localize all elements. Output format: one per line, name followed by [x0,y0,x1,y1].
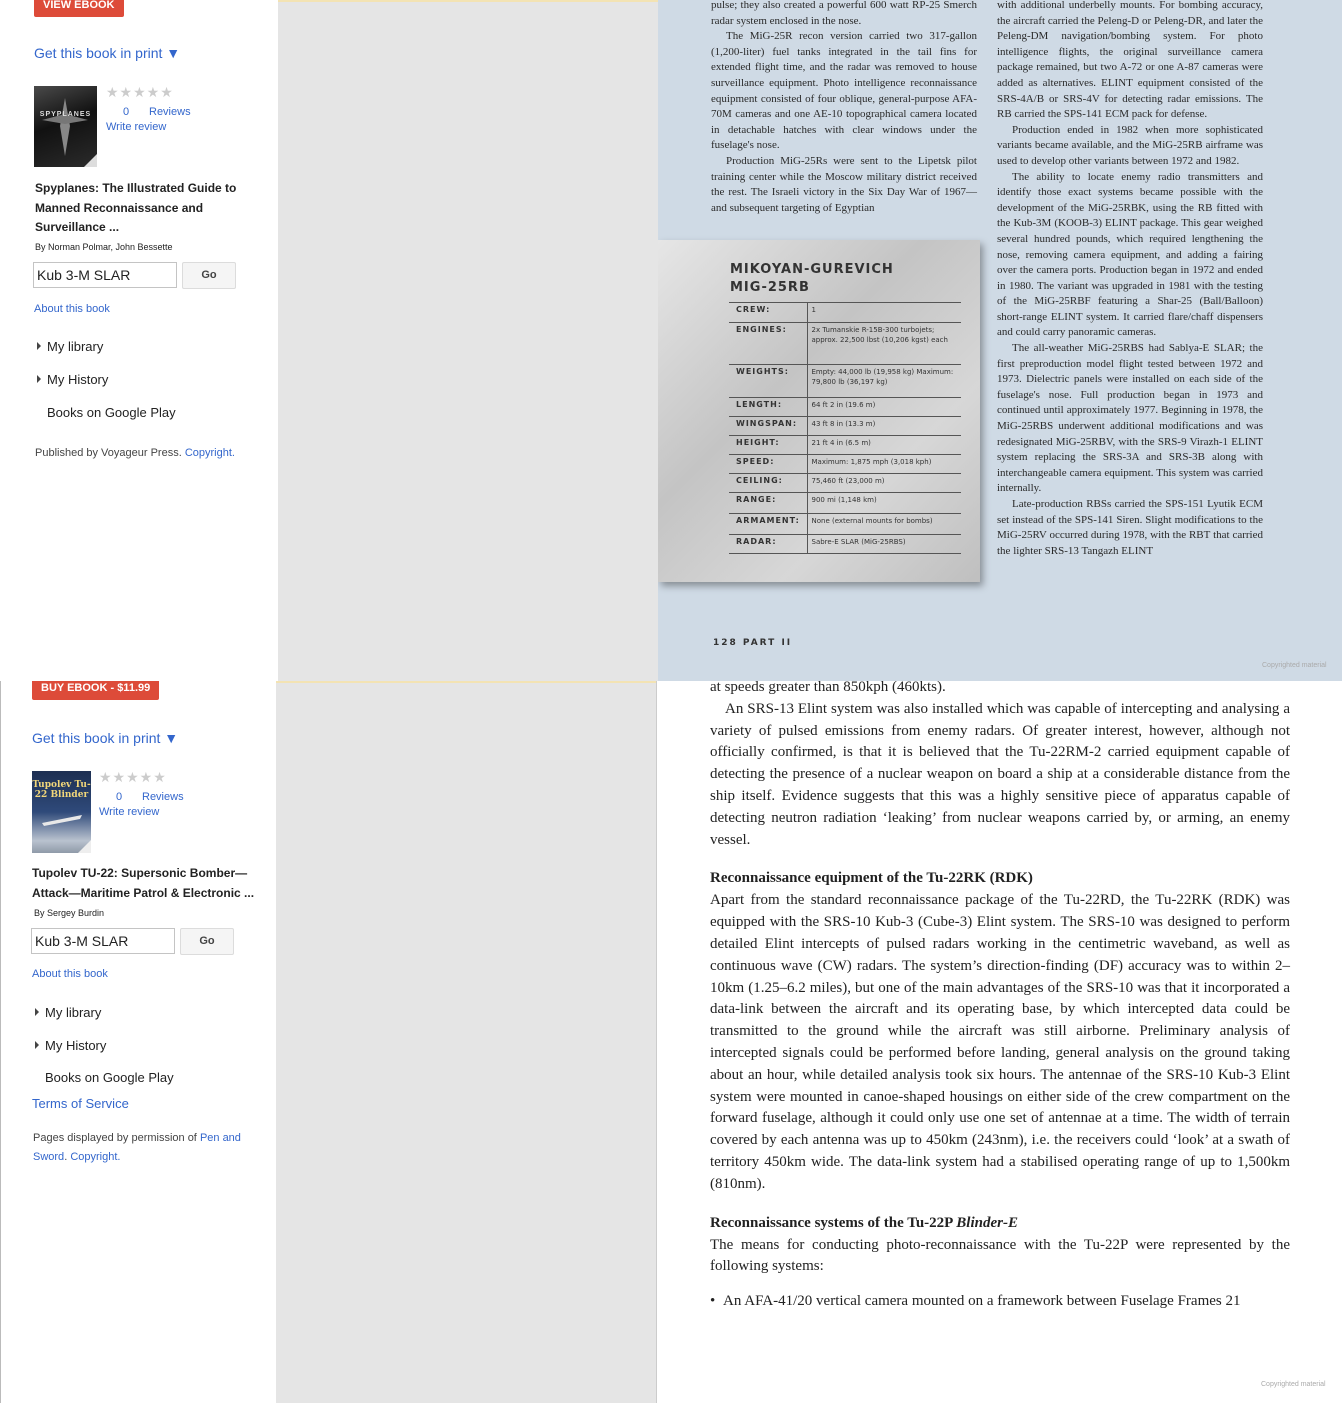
my-history-expand-icon[interactable] [37,375,41,383]
page-text [710,681,1290,1313]
buy-ebook-button[interactable]: BUY EBOOK - $11.99 [32,681,159,700]
spec-row [729,514,961,535]
spec-title-line: MIG-25RB [730,280,810,295]
cover-art-icon [34,86,97,167]
book-page-128 [658,0,1342,681]
about-this-book-link[interactable]: About this book [32,968,108,980]
spec-key: ARMAMENT: [729,514,807,535]
get-book-in-print-link[interactable]: Get this book in print ▼ [32,730,179,746]
spec-value: 1 [807,303,961,323]
write-review-link[interactable]: Write review [99,806,160,818]
spec-row [729,417,961,436]
book-author: By Norman Polmar, John Bessette [35,242,173,252]
list-item-text: An AFA-41/20 vertical camera mounted on a framework between Fuselage Frames 21 [723,1293,1241,1310]
reviews-link[interactable]: Reviews [149,106,191,118]
page-paragraph: The means for conducting photo-reconnaissance with the Tu-22P were represented by the following systems: [710,1236,1290,1275]
page-paragraph: at speeds greater than 850kph (460kts). [710,681,946,695]
write-review-link[interactable]: Write review [106,121,167,133]
copyrighted-material-mark: Copyrighted material [1262,662,1327,669]
spec-row [729,436,961,455]
spec-key: LENGTH: [729,398,807,417]
spec-key: SPEED: [729,455,807,474]
copyright-link[interactable]: Copyright. [70,1151,121,1163]
spec-value: 64 ft 2 in (19.6 m) [807,398,961,417]
my-history-link[interactable]: My History [47,372,109,387]
screenshot-bottom [0,681,1342,1403]
pages-displayed-text: Pages displayed by permission of [33,1132,197,1144]
my-history-link[interactable]: My History [45,1038,107,1053]
rating-stars[interactable]: ★★★★★ [106,84,174,100]
bullet-icon: • [710,1293,716,1310]
page-paragraph: with additional underbelly mounts. For bombing accuracy, the aircraft carried the Peleng-D or Peleng-DR, and later the Peleng-DM navigation/bombing system. For photo intelligence flights, the original surveillance camera package remained, but two A-72 or one A-87 cameras were added as alternatives. ELINT equipment consisted of the SRS-4A/B or SRS-4V for detecting radar emissions. The RB carried the SPS-141 ECM pack for defense. [997,0,1263,121]
search-go-button[interactable]: Go [180,928,234,955]
book-cover[interactable] [32,771,91,853]
spec-value: 21 ft 4 in (6.5 m) [807,436,961,455]
page-footer: 128 PART II [713,638,793,648]
cover-aircraft-icon [32,771,91,853]
left-text-column [711,0,977,216]
book-page [656,681,1342,1403]
books-on-google-play-link[interactable]: Books on Google Play [45,1070,174,1085]
spec-key: CEILING: [729,474,807,493]
book-cover[interactable] [34,86,97,167]
search-in-book-input[interactable] [31,928,175,954]
list-item [710,1291,1290,1313]
spec-key: HEIGHT: [729,436,807,455]
page-paragraph: An SRS-13 Elint system was also installed which was capable of intercepting and analysing a variety of pulsed emissions from enemy radars. Of greater interest, however, although not officially confirmed, is that it is believed that the Tu-22RM-2 carried equipment capable of detecting the presence of a nuclear weapon on board a ship at a considerable distance from the ship itself. Evidence suggests that this was a highly sensitive piece of apparatus capable of detecting neutron radiation ‘leaking’ from nuclear weapons carried by, or arming, an enemy vessel. [710,700,1290,848]
my-history-expand-icon[interactable] [35,1041,39,1049]
heading-italic: Blinder-E [956,1214,1018,1231]
section-heading [710,1211,1290,1235]
book-author: By Sergey Burdin [34,908,105,918]
spec-row [729,493,961,514]
my-library-expand-icon[interactable] [35,1008,39,1016]
publisher-note [35,444,235,463]
page-paragraph: The MiG-25R recon version carried two 317-gallon (1,200-liter) fuel tanks integrated in the tail fins for extended flight time, and the radar was removed to house surveillance equipment. Photo intelligence reconnaissance equipment consisted of four oblique, general-purpose AFA-70M cameras and one AE-10 topographical camera located in detachable hatches with clear windows under the fuselage's nose. [711,30,977,152]
book-title: Spyplanes: The Illustrated Guide to Manned Reconnaissance and Surveillance ... [35,181,237,234]
right-text-column [997,0,1263,559]
view-ebook-button[interactable]: VIEW EBOOK [34,0,124,17]
systems-list [710,1291,1290,1313]
page-paragraph: pulse; they also created a powerful 600 watt RP-25 Smerch radar system enclosed in the nose. [711,0,977,27]
book-sidebar [1,681,276,1403]
terms-of-service-link[interactable]: Terms of Service [32,1096,129,1111]
page-paragraph: Production MiG-25Rs were sent to the Lipetsk pilot training center while the Moscow military district received the rest. The Israeli victory in the Six Day War of 1967—and subsequent targeting of Egyptian [711,154,977,214]
spec-row [729,323,961,365]
spec-key: RADAR: [729,535,807,554]
books-on-google-play-link[interactable]: Books on Google Play [47,405,176,420]
search-go-button[interactable]: Go [182,262,236,289]
aircraft-spec-box [658,240,980,582]
spec-key: ENGINES: [729,323,807,365]
get-book-in-print-link[interactable]: Get this book in print ▼ [34,45,181,61]
spec-row [729,455,961,474]
spec-value: Maximum: 1,875 mph (3,018 kph) [807,455,961,474]
book-title: Tupolev TU-22: Supersonic Bomber—Attack—Maritime Patrol & Electronic ... [32,866,255,900]
reviews-count[interactable]: 0 [123,106,130,118]
spec-value: 75,460 ft (23,000 m) [807,474,961,493]
spec-value: 900 mi (1,148 km) [807,493,961,514]
spec-value: 2x Tumanskie R-15B-300 turbojets; approx. 22,500 lbst (10,206 kgst) each [807,323,961,365]
about-this-book-link[interactable]: About this book [34,303,110,315]
cover-title: Tupolev Tu-22 Blinder [32,780,91,800]
publisher-link[interactable]: Pen and Sword [33,1132,241,1163]
book-sidebar [0,0,278,681]
cover-title: SPYPLANES [39,111,92,118]
spec-title-line: MIKOYAN-GUREVICH [730,262,894,277]
section-heading: Reconnaissance equipment of the Tu-22RK (RDK) [710,870,1033,887]
my-library-expand-icon[interactable] [37,342,41,350]
spec-table [729,302,961,554]
spec-key: WINGSPAN: [729,417,807,436]
screenshot-top [0,0,1342,681]
page-viewer[interactable] [276,681,1342,1403]
reviews-count[interactable]: 0 [116,791,123,803]
spec-key: RANGE: [729,493,807,514]
spec-row [729,535,961,554]
copyright-link[interactable]: Copyright. [184,447,235,459]
published-by-text: Published by Voyageur Press. [35,447,182,459]
spec-value: Sabre-E SLAR (MiG-25RBS) [807,535,961,554]
spec-key: WEIGHTS: [729,365,807,398]
heading-text: Reconnaissance systems of the Tu-22P [710,1214,953,1231]
page-paragraph: Production ended in 1982 when more sophisticated variants became available, and the MiG-25RB airframe was used to develop other variants between 1972 and 1982. [997,123,1263,167]
my-library-link[interactable]: My library [45,1005,102,1020]
spec-key: CREW: [729,303,807,323]
spec-row [729,474,961,493]
permission-note: Pages displayed by permission of Pen and Sword. Copyright. [33,1132,241,1163]
my-library-link[interactable]: My library [47,339,104,354]
page-paragraph: The all-weather MiG-25RBS had Sablya-E SLAR; the first preproduction model flight tested between 1972 and 1973. Dielectric panels were installed on each side of the fuselage's nose. Full production began in 1973 and continued until approximately 1977. Beginning in 1978, the MiG-25RBS underwent additional modifications and was redesignated MiG-25RBV, with the SRS-9 Virazh-1 ELINT system replacing the SRS-3A and SRS-3B along with interchangeable camera equipment. This system was carried internally. [997,342,1263,495]
spec-row [729,398,961,417]
spec-row [729,303,961,323]
rating-stars[interactable]: ★★★★★ [99,769,167,785]
spec-box-title [730,261,894,297]
page-paragraph: The ability to locate enemy radio transmitters and identify those exact systems became possible with the development of the MiG-25RBK, using the RB fitted with the Kub-3M (KOOB-3) ELINT package. This gear weighed several hundred pounds, which required lengthening the nose, removing camera equipment, and adding a fairing over the camera ports. Production began in 1972 and ended in 1980. The variant was upgraded in 1981 with the testing of the MiG-25RBF featuring a Shar-25 (Ball/Balloon) short-range ELINT system. It carried flare/chaff dispensers and could carry panoramic cameras. [997,170,1263,339]
reviews-link[interactable]: Reviews [142,791,184,803]
spec-value: None (external mounts for bombs) [807,514,961,535]
copyrighted-material-mark: Copyrighted material [1261,1381,1326,1388]
page-paragraph: Late-production RBSs carried the SPS-151 Lyutik ECM set instead of the SPS-141 Siren. Slight modifications to the MiG-25RV occurred during 1978, with the RBT that carried the lighter SRS-13 Tangazh ELINT [997,498,1263,557]
spec-value: Empty: 44,000 lb (19,958 kg) Maximum: 79,800 lb (36,197 kg) [807,365,961,398]
spec-value: 43 ft 8 in (13.3 m) [807,417,961,436]
page-viewer[interactable] [278,0,1342,681]
search-in-book-input[interactable] [33,262,177,288]
spec-row [729,365,961,398]
page-paragraph: Apart from the standard reconnaissance package of the Tu-22RD, the Tu-22RK (RDK) was equipped with the SRS-10 Kub-3 (Cube-3) Elint system. The SRS-10 was designed to perform detailed Elint intercepts of pulsed radars working in the centimetric waveband, as well as continuous wave (CW) radars. The system’s direction-finding (DF) accuracy was to within 2–10km (1.25–6.2 miles), but one of the main advantages of the SRS-10 was that it incorporated a data-link between the aircraft and its operating base, by which intercepted data could be transmitted to the ground while the aircraft was still airborne. Preliminary analysis of intercepted signals could be performed before landing, general analysis on the ground taking about an hour, while detailed analysis took six hours. The antennae of the SRS-10 Kub-3 Elint system were mounted in canoe-shaped housings on either side of the crew compartment on the forward fuselage, although it could only use one set of antennae at a time. The width of terrain covered by each antenna was up to 450km (243nm), i.e. the receivers could ‘look’ at a swath of territory 450km wide. The data-link system had a stabilised operating range of up to 1,500km (810nm). [710,892,1290,1192]
